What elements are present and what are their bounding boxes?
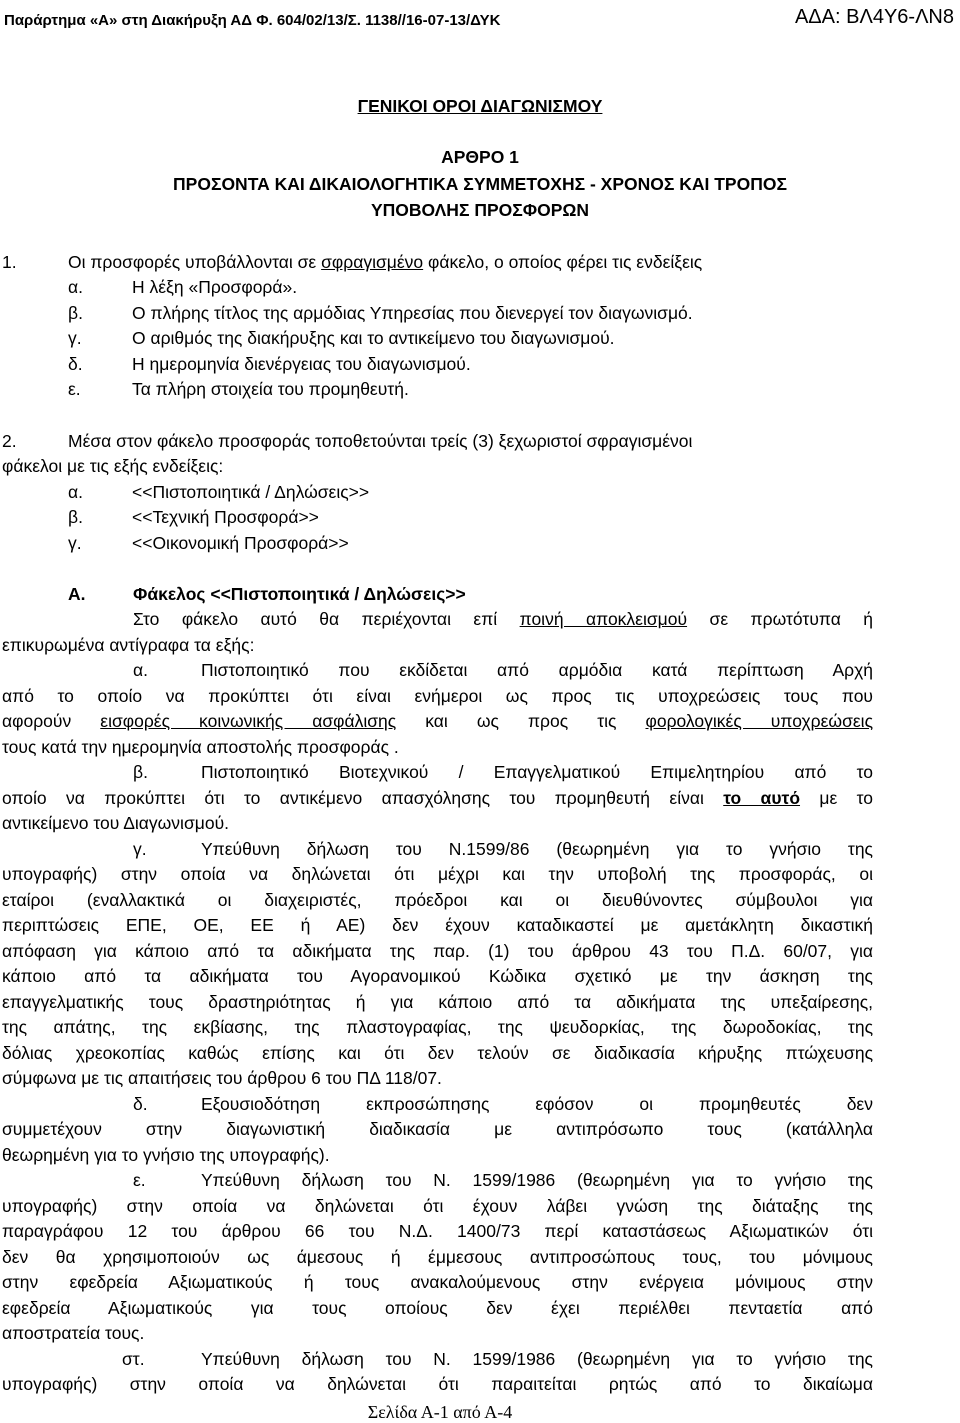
- item1-sub-e: ε. Τα πλήρη στοιχεία του προμηθευτή.: [68, 379, 409, 399]
- section-a-intro: Στο φάκελο αυτό θα περιέχονται επί ποινή αποκλεισμού σε πρωτότυπα ή: [133, 609, 874, 629]
- cert-e-line: παραγράφου 12 του άρθρου 66 του Ν.Δ. 1400/73 περί καταστάσεως Αξιωματικών ότι: [2, 1221, 873, 1241]
- page-number: Σελίδα Α-1 από Α-4: [367, 1402, 513, 1422]
- cert-e-label: ε.: [133, 1170, 146, 1190]
- annex-reference: Παράρτημα «Α» στη Διακήρυξη ΑΔ Φ. 604/02/13/Σ. 1138//16-07-13/ΔΥΚ: [4, 12, 501, 29]
- cert-a-line4: τους κατά την ημερομηνία αποστολής προσφοράς .: [2, 737, 399, 757]
- cert-b-label: β.: [133, 762, 148, 782]
- cert-d-line2: συμμετέχουν στην διαγωνιστική διαδικασία με αντιπρόσωπο τους (κατάλληλα: [2, 1119, 873, 1139]
- item1-text: Οι προσφορές υποβάλλονται σε σφραγισμένο φάκελο, ο οποίος φέρει τις ενδείξεις: [68, 252, 703, 272]
- cert-e-line: υπογραφής) στην οποία να δηλώνεται ότι έχουν λάβει γνώση της διάταξης της: [2, 1196, 873, 1216]
- cert-c-line: κάποιο από τα αδικήματα του Αγορανομικού Κώδικα σχετικό με την άσκηση της: [2, 966, 873, 986]
- item1-sub-a: α. Η λέξη «Προσφορά».: [68, 277, 298, 297]
- cert-c-line: της απάτης, της εκβίασης, της πλαστογραφίας, της ψευδορκίας, της δωροδοκίας, της: [2, 1017, 873, 1037]
- section-a-intro-line2: επικυρωμένα αντίγραφα τα εξής:: [2, 635, 255, 655]
- cert-a-line3: αφορούν εισφορές κοινωνικής ασφάλισης και ως προς τις φορολογικές υποχρεώσεις: [2, 711, 874, 731]
- cert-c-line1: Υπεύθυνη δήλωση του Ν.1599/86 (θεωρημένη για το γνήσιο της: [201, 839, 873, 859]
- cert-a-line2: από το οποίο να προκύπτει ότι είναι ενήμεροι ως προς τις υποχρεώσεις τους που: [2, 686, 873, 706]
- cert-c-line: περιπτώσεις ΕΠΕ, ΟΕ, ΕΕ ή ΑΕ) δεν έχουν καταδικαστεί με αμετάκλητη δικαστική: [2, 915, 873, 935]
- item1-sub-c: γ. Ο αριθμός της διακήρυξης και το αντικείμενο του διαγωνισμού.: [68, 328, 615, 348]
- cert-a-label: α.: [133, 660, 148, 680]
- article-heading-line1: ΠΡΟΣΟΝΤΑ ΚΑΙ ΔΙΚΑΙΟΛΟΓΗΤΙΚΑ ΣΥΜΜΕΤΟΧΗΣ - ΧΡΟΝΟΣ ΚΑΙ ΤΡΟΠΟΣ: [173, 174, 787, 194]
- item2-line1: Μέσα στον φάκελο προσφοράς τοποθετούνται τρείς (3) ξεχωριστοί σφραγισμένοι: [68, 431, 693, 451]
- cert-b-line1: Πιστοποιητικό Βιοτεχνικού / Επαγγελματικού Επιμελητηρίου από το: [201, 762, 873, 782]
- cert-e-line: εφεδρεία Αξιωματικούς για τους οποίους δεν έχει περιέλθει πενταετία από: [2, 1298, 873, 1318]
- section-a-label: Α.: [68, 584, 86, 604]
- cert-b-line3: αντικείμενο του Διαγωνισμού.: [2, 813, 229, 833]
- cert-e-last: αποστρατεία τους.: [2, 1323, 145, 1343]
- item1-sub-b: β. Ο πλήρης τίτλος της αρμόδιας Υπηρεσίας που διενεργεί τον διαγωνισμό.: [68, 303, 693, 323]
- cert-c-last: σύμφωνα με τις απαιτήσεις του άρθρου 6 του ΠΔ 118/07.: [2, 1068, 442, 1088]
- cert-c-line: δόλιας χρεοκοπίας καθώς επίσης και ότι δεν τελούν σε διαδικασία κήρυξης πτώχευσης: [2, 1043, 873, 1063]
- document-title: ΓΕΝΙΚΟΙ ΟΡΟΙ ΔΙΑΓΩΝΙΣΜΟΥ: [357, 96, 603, 116]
- cert-c-line: επαγγελματικής τους δραστηριότητας ή για κάποιο από τα αδικήματα της υπεξαίρεσης,: [2, 992, 873, 1012]
- item2-sub-c: γ. <<Οικονομική Προσφορά>>: [68, 533, 349, 553]
- cert-c-line: εταίροι (εναλλακτικά οι διαχειριστές, πρόεδροι και οι διευθύνοντες σύμβουλοι για: [2, 890, 873, 910]
- item1-number: 1.: [2, 252, 17, 272]
- item2-sub-b: β. <<Τεχνική Προσφορά>>: [68, 507, 319, 527]
- item2-number: 2.: [2, 431, 17, 451]
- cert-f-label: στ.: [122, 1349, 145, 1369]
- cert-a-line1: Πιστοποιητικό που εκδίδεται από αρμόδια κατά περίπτωση Αρχή: [201, 660, 873, 680]
- item2-sub-a: α. <<Πιστοποιητικά / Δηλώσεις>>: [68, 482, 370, 502]
- cert-f-line2: υπογραφής) στην οποία να δηλώνεται ότι παραιτείται ρητώς από το δικαίωμα: [2, 1374, 873, 1394]
- cert-e-line: δεν θα χρησιμοποιούν ως άμεσους ή έμμεσους αντιπροσώπους τους, του μόνιμους: [2, 1247, 873, 1267]
- article-heading-line2: ΥΠΟΒΟΛΗΣ ΠΡΟΣΦΟΡΩΝ: [370, 200, 590, 220]
- ada-code: ΑΔΑ: ΒΛ4Υ6-ΛΝ8: [794, 6, 954, 28]
- cert-c-label: γ.: [133, 839, 147, 859]
- cert-e-line: στην εφεδρεία Αξιωματικούς ή τους ανακαλούμενους στην ενέργεια μόνιμους στην: [2, 1272, 873, 1292]
- cert-d-label: δ.: [133, 1094, 148, 1114]
- section-a-title: Φάκελος <<Πιστοποιητικά / Δηλώσεις>>: [133, 584, 466, 604]
- item1-sub-d: δ. Η ημερομηνία διενέργειας του διαγωνισμού.: [68, 354, 471, 374]
- page-header: [4, 6, 954, 46]
- article-number: ΑΡΘΡΟ 1: [441, 147, 519, 167]
- item2-line2: φάκελοι με τις εξής ενδείξεις:: [2, 456, 224, 476]
- cert-d-last: θεωρημένη για το γνήσιο της υπογραφής).: [2, 1145, 330, 1165]
- cert-d-line1: Εξουσιοδότηση εκπροσώπησης εφόσον οι προμηθευτές δεν: [201, 1094, 873, 1114]
- cert-f-line1: Υπεύθυνη δήλωση του Ν. 1599/1986 (θεωρημένη για το γνήσιο της: [201, 1349, 873, 1369]
- cert-e-line1: Υπεύθυνη δήλωση του Ν. 1599/1986 (θεωρημένη για το γνήσιο της: [201, 1170, 873, 1190]
- cert-c-line: απόφαση για κάποιο από τα αδικήματα της παρ. (1) του άρθρου 43 του Π.Δ. 60/07, για: [2, 941, 873, 961]
- cert-b-line2: οποίο να προκύπτει ότι το αντικέμενο απασχόλησης του προμηθευτή είναι το αυτό με το: [2, 788, 874, 808]
- cert-c-line: υπογραφής) στην οποία να δηλώνεται ότι μέχρι και την υποβολή της προσφοράς, οι: [2, 864, 873, 884]
